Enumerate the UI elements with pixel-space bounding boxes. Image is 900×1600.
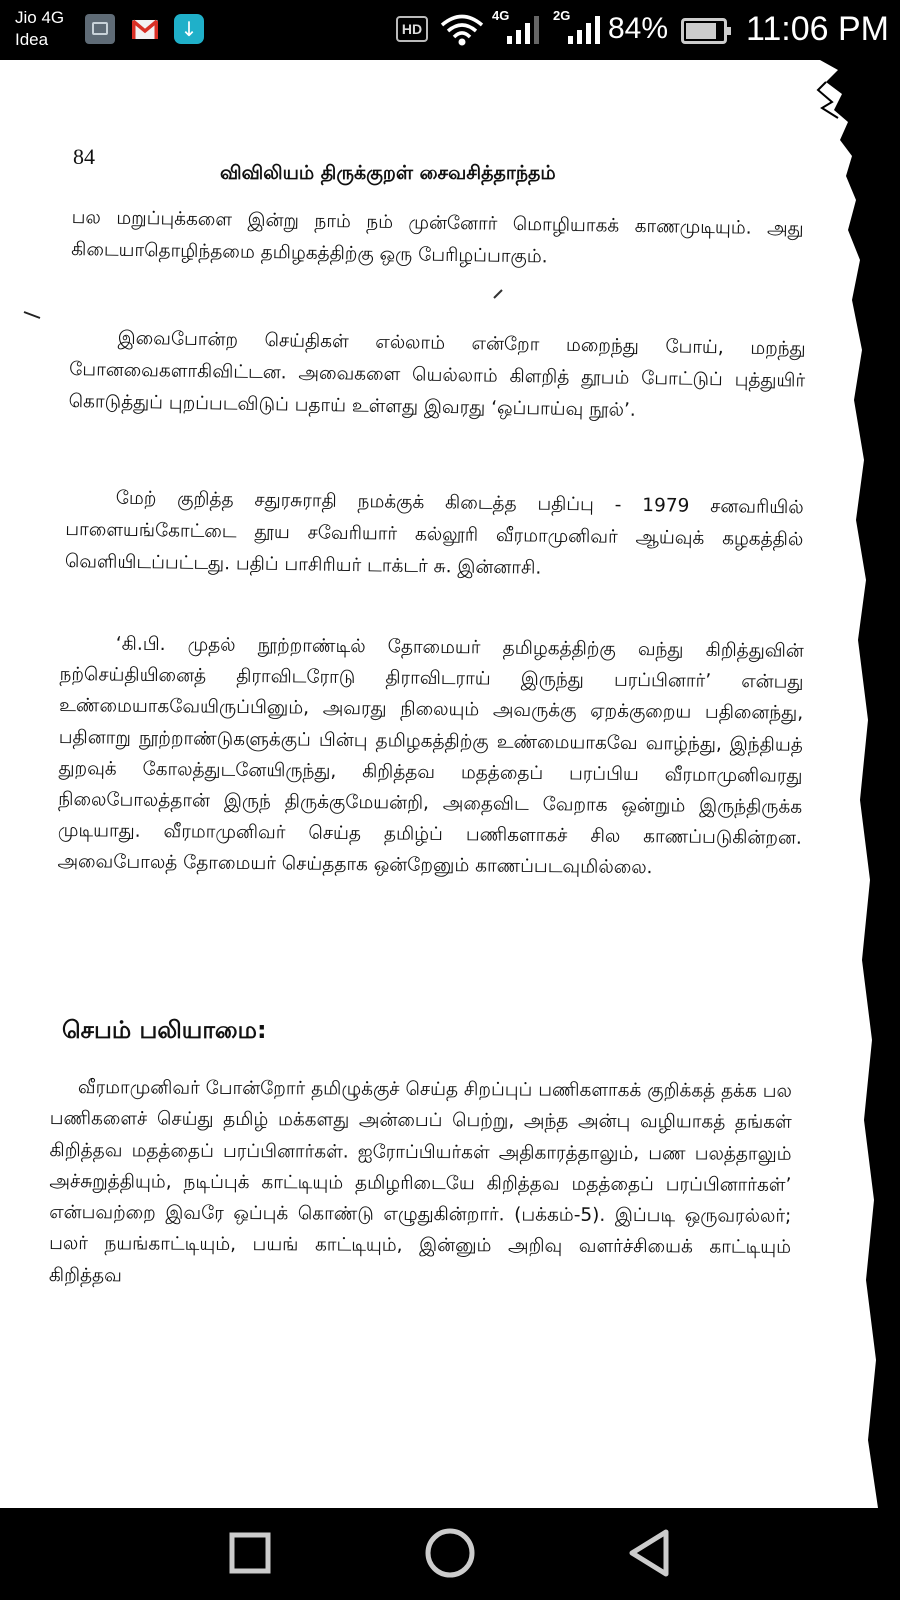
square-icon	[185, 1508, 315, 1600]
gallery-icon	[85, 14, 115, 44]
back-triangle-icon	[585, 1508, 715, 1600]
network-type-label: 2G	[553, 8, 571, 23]
gmail-icon	[130, 14, 160, 44]
document-page[interactable]	[0, 60, 900, 1508]
carrier-line-2: Idea	[15, 30, 49, 49]
paragraph: வீரமாமுனிவர் போன்றோர் தமிழுக்குச் செய்த சிறப்புப் பணிகளாகக் குறிக்கத் தக்க பல பணிகளைச் செய்து தமிழ் மக்களது அன்பைப் பெற்று, அந்த அன்பு வழியாகத் தங்கள் கிறித்தவ மதத்தைப் பரப்பினார்கள். ஐரோப்பியர்கள் அதிகாரத்தாலும், பண பலத்தாலும் அச்சுறுத்தியும், நடிப்புக் காட்டியும் தமிழரிடையே கிறித்தவ மதத்தைப் பரப்பினார்கள்’ என்பவற்றை இவரே ஒப்புக் கொண்டு எழுதுகின்றார். (பக்கம்-5). இப்படி ஒருவரல்லர்; பலர் நயங்காட்டியும், பயங் காட்டியும், இன்னும் அறிவு வளர்ச்சியைக் காட்டியும் கிறித்தவ	[48, 1077, 792, 1287]
status-bar	[0, 0, 900, 60]
running-head: விவிலியம் திருக்குறள் சைவசித்தாந்தம்	[220, 162, 556, 184]
page-number: 84	[73, 144, 95, 169]
hd-badge: HD	[396, 16, 428, 42]
signal-strength-icon	[566, 14, 604, 46]
paragraph: பல மறுப்புக்களை இன்று நாம் நம் முன்னோர் மொழியாகக் காணமுடியும். அது கிடையாதொழிந்தமை தமிழகத்திற்கு ஒரு பேரிழப்பாகும்.	[71, 206, 804, 268]
recents-button[interactable]	[185, 1508, 315, 1600]
carrier-info	[15, 7, 64, 51]
home-button[interactable]	[385, 1508, 515, 1600]
download-icon	[174, 14, 204, 44]
paragraph: மேற் குறித்த சதுரசுராதி நமக்குக் கிடைத்த பதிப்பு - 1979 சனவரியில் பாளையங்கோட்டை தூய சவேரியார் கல்லூரி வீரமாமுனிவர் ஆய்வுக் கழகத்தில் வெளியிடப்பட்டது. பதிப் பாசிரியர் டாக்டர் சு. இன்னாசி.	[64, 487, 804, 579]
paragraph: ‘கி.பி. முதல் நூற்றாண்டில் தோமையர் தமிழகத்திற்கு வந்து கிறித்துவின் நற்செய்தியினைத் திராவிடரோடு திராவிடராய் இருந்து பரப்பினார்’ என்பது உண்மையாகவேயிருப்பினும், அவரது நிலையும் அவருக்கு ஏறக்குறைய பதினைந்து, பதினாறு நூற்றாண்டுகளுக்குப் பின்பு தமிழகத்திற்கு உண்மையாகவே வாழ்ந்து, இந்தியத் துறவுக் கோலத்துடனேயிருந்து, கிறித்தவ மதத்தைப் பரப்பிய வீரமாமுனிவரது நிலைபோலத்தான் இருந் திருக்குமேயன்றி, அதைவிட வேறாக ஒன்றும் இருந்திருக்க முடியாது. வீரமாமுனிவர் செய்த தமிழ்ப் பணிகளாகச் சில காணப்படுகின்றன. அவைபோலத் தோமையர் செய்ததாக ஒன்றேனும் காணப்படவுமில்லை.	[57, 633, 804, 879]
battery-level-fill	[686, 23, 716, 39]
signal-strength-icon	[505, 14, 543, 46]
wifi-icon	[440, 14, 484, 46]
circle-icon	[385, 1508, 515, 1600]
battery-icon	[681, 18, 727, 44]
section-heading: செபம் பலியாமை:	[62, 1016, 267, 1044]
battery-percent: 84%	[608, 12, 669, 45]
carrier-line-1: Jio 4G	[15, 8, 65, 27]
network-type-label: 4G	[492, 8, 510, 23]
back-button[interactable]	[585, 1508, 715, 1600]
clock: 11:06 PM	[746, 10, 890, 48]
paragraph: இவைபோன்ற செய்திகள் எல்லாம் என்றோ மறைந்து போய், மறந்து போனவைகளாகிவிட்டன. அவைகளை யெல்லாம் கிளறித் தூபம் போட்டுப் புத்துயிர் கொடுத்துப் புறப்படவிடுப் பதாய் உள்ளது இவரது ‘ஒப்பாய்வு நூல்’.	[68, 327, 806, 421]
navigation-bar	[0, 1508, 900, 1600]
